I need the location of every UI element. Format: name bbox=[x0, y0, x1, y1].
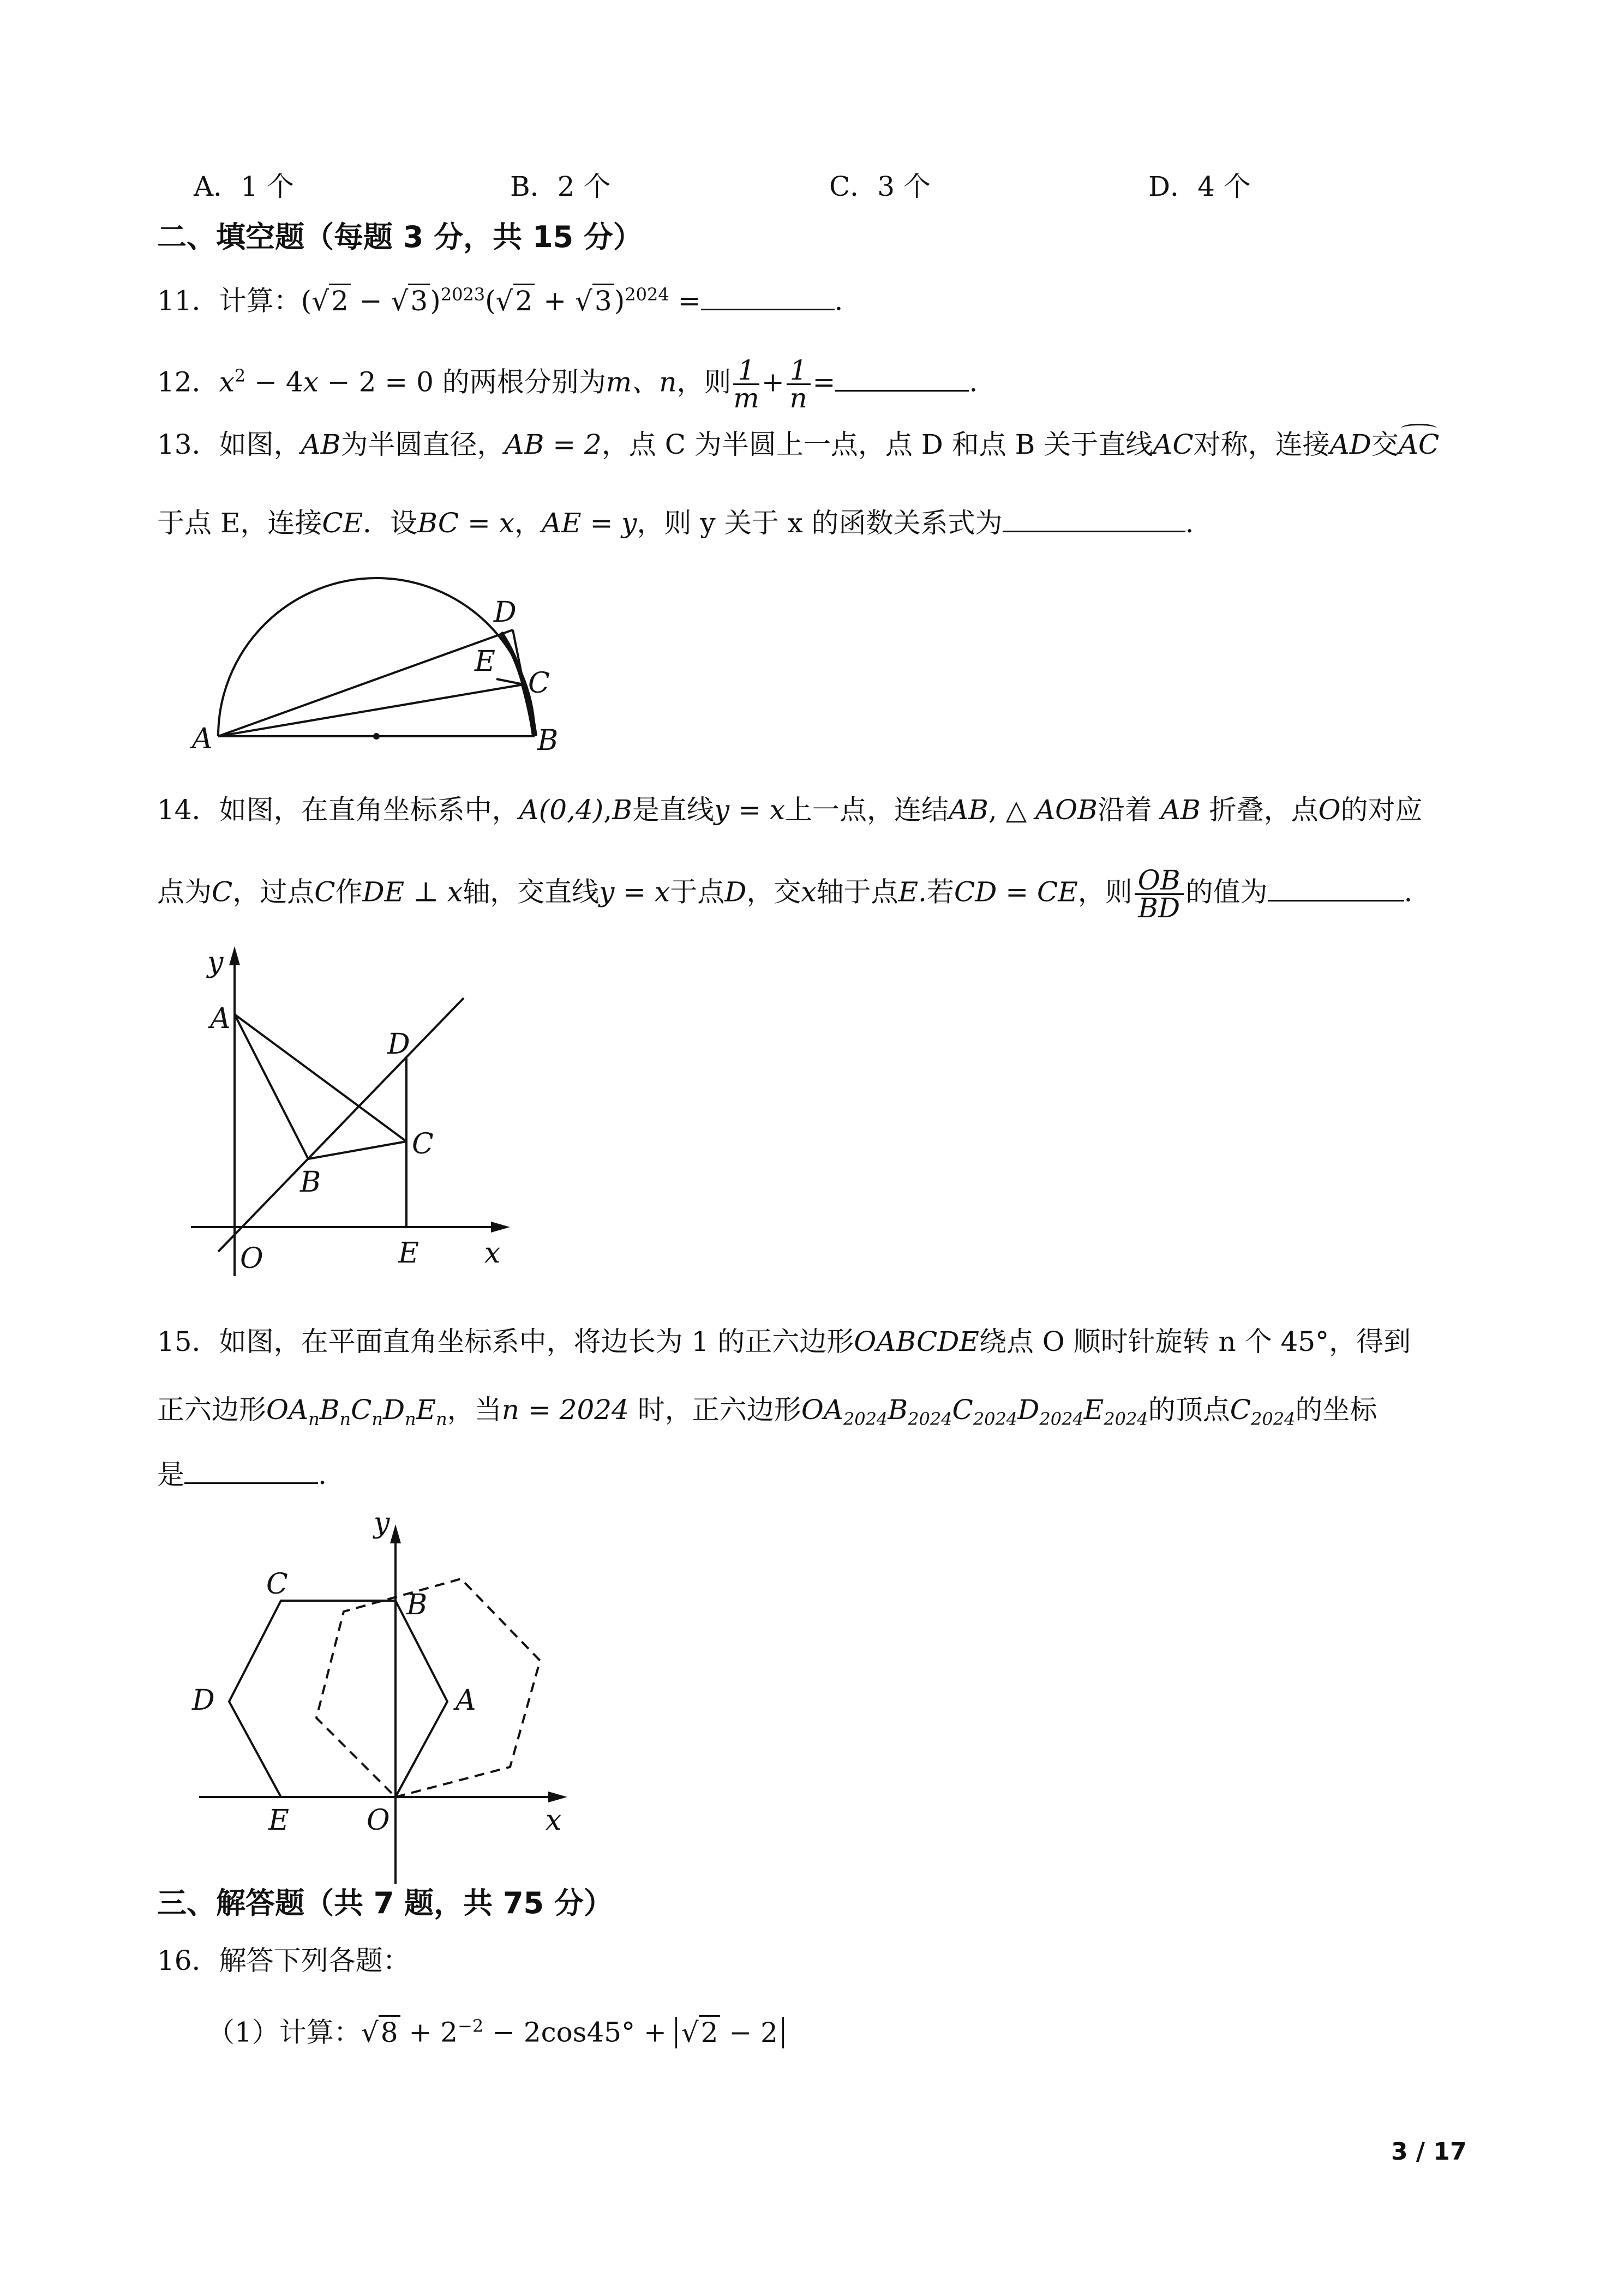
q14-yx2: y = x bbox=[599, 876, 670, 908]
q14-d: D bbox=[724, 876, 747, 908]
q12-then: ，则 bbox=[676, 366, 732, 398]
question-11: 11．计算：$(√2 - √3)^{2023}(√2 + √3)^{2024}$ = . bbox=[157, 278, 843, 317]
q12-text: = 0 的两根分别为 bbox=[385, 366, 606, 398]
q16-sub1: （1）计算： bbox=[207, 2016, 361, 2048]
question-12: 12．$x^2 - 4x - 2 = 0$ 的两根分别为m、n，则 $\frac{1}{m}$ + $\frac{1}{n}$ = . bbox=[157, 354, 978, 414]
question-14-line-1: 14．如图，在直角坐标系中，A(0,4),B是直线y = x上一点，连结AB, △ AOB沿着 AB 折叠，点O的对应 bbox=[157, 794, 1423, 826]
q16-text: 解答下列各题： bbox=[219, 1945, 410, 1976]
q15-text-f: 的顶点 bbox=[1148, 1394, 1230, 1426]
option-c: C．3 个 bbox=[829, 171, 931, 202]
q14-text-a: 14．如图，在直角坐标系中， bbox=[157, 794, 519, 826]
label-b: B bbox=[406, 1589, 428, 1621]
q14-c: C bbox=[212, 876, 233, 908]
q13-text-i: ，则 y 关于 x 的函数关系式为 bbox=[637, 507, 1003, 539]
label-y: y bbox=[207, 946, 224, 979]
q14-text-l: ，交 bbox=[746, 876, 801, 908]
q13-text-c: ，点 C 为半圆上一点，点 D 和点 B 关于直线 bbox=[601, 429, 1153, 460]
q14-text-d: 沿着 bbox=[1097, 794, 1161, 826]
q14-a04: A(0,4) bbox=[519, 794, 604, 826]
q13-ce: CE bbox=[322, 507, 363, 539]
q14-text-g: 点为 bbox=[157, 876, 212, 908]
q13-bc-x: BC = x bbox=[417, 507, 514, 539]
q14-text-f: 的对应 bbox=[1340, 794, 1423, 826]
q14-text-c: 上一点，连结 bbox=[785, 794, 949, 826]
q14-text-o: ，则 bbox=[1077, 876, 1132, 908]
answer-blank-13[interactable] bbox=[1003, 504, 1185, 532]
question-16-part-1: （1）计算：$√8 + 2^{-2} - 2\cos 45^\circ + √2 - 2$ bbox=[207, 2010, 784, 2049]
q14-text-k: 于点 bbox=[670, 876, 725, 908]
q14-text-m: 轴于点 bbox=[816, 876, 898, 908]
question-16 bbox=[157, 1944, 410, 1977]
q14-text-i: 作 bbox=[335, 876, 363, 908]
label-o: O bbox=[240, 1242, 263, 1275]
q15-text-c: 正六边形 bbox=[157, 1394, 266, 1426]
option-a: A．1 个 bbox=[194, 171, 294, 202]
question-15-line-1 bbox=[157, 1325, 1411, 1358]
option-d: D．4 个 bbox=[1148, 171, 1251, 202]
q13-arc-ac: AC bbox=[1398, 429, 1440, 460]
q13-ab: AB bbox=[301, 429, 341, 460]
q14-yx: y = x bbox=[714, 794, 786, 826]
answer-blank-15[interactable] bbox=[184, 1456, 318, 1484]
q14-text-n: 若 bbox=[926, 876, 954, 908]
label-a: A bbox=[210, 1002, 231, 1035]
label-c: C bbox=[412, 1128, 434, 1161]
section-heading-solutions: 三、解答题（共 7 题，共 75 分） bbox=[157, 1886, 613, 1920]
q13-ae-y: AE = y bbox=[541, 507, 637, 539]
q16-exp: −2 bbox=[458, 2016, 484, 2036]
q15-text-d: ，当 bbox=[447, 1394, 502, 1426]
q13-ad: AD bbox=[1329, 429, 1371, 460]
q11-exp2: 2024 bbox=[625, 284, 669, 305]
q14-text-e: 折叠，点 bbox=[1200, 794, 1319, 826]
label-e: E bbox=[475, 645, 495, 678]
q14-de: DE ⊥ x bbox=[362, 876, 463, 908]
option-b: B．2 个 bbox=[510, 171, 611, 202]
q13-text-d: 对称，连接 bbox=[1193, 429, 1330, 460]
q14-c2: C bbox=[314, 876, 335, 908]
q14-tri: , △ bbox=[988, 794, 1036, 826]
q15-text-h: 是 bbox=[157, 1459, 184, 1490]
label-c: C bbox=[266, 1568, 288, 1601]
label-a: A bbox=[456, 1684, 476, 1717]
label-e: E bbox=[268, 1804, 289, 1837]
label-b: B bbox=[537, 724, 559, 757]
q11-equals: = bbox=[678, 285, 701, 317]
q14-text-b: 是直线 bbox=[632, 794, 714, 826]
question-15-line-3: 是 . bbox=[157, 1456, 327, 1491]
label-a: A bbox=[192, 723, 213, 755]
q14-bd: BD bbox=[1138, 892, 1180, 924]
q13-ac: AC bbox=[1153, 429, 1194, 460]
q12-equals: = bbox=[812, 366, 836, 398]
q14-o: O bbox=[1318, 794, 1341, 826]
q14-b: B bbox=[612, 794, 632, 826]
q11-prefix: 计算： bbox=[219, 285, 301, 317]
q11-exp1: 2023 bbox=[440, 284, 486, 305]
q16-number: 16． bbox=[157, 1945, 219, 1976]
section-heading-fill-in: 二、填空题（每题 3 分，共 15 分） bbox=[157, 220, 643, 254]
q12-mn: m、n bbox=[606, 366, 677, 398]
q13-text-h: ， bbox=[514, 507, 542, 539]
q13-text-a: 13．如图， bbox=[157, 429, 301, 460]
q14-ob: OB bbox=[1135, 867, 1184, 895]
question-13-line-2: 于点 E，连接CE．设BC = x，AE = y，则 y 关于 x 的函数关系式为 . bbox=[157, 504, 1194, 539]
q13-text-b: 为半圆直径， bbox=[340, 429, 505, 460]
q11-number: 11． bbox=[157, 285, 219, 317]
q14-cdce: CD = CE bbox=[954, 876, 1078, 908]
q14-x: x bbox=[801, 876, 817, 908]
label-x: x bbox=[484, 1237, 501, 1270]
label-x: x bbox=[546, 1804, 562, 1837]
q14-text-h: ，过点 bbox=[232, 876, 315, 908]
q14-ab: AB bbox=[949, 794, 988, 826]
question-15-line-2: 正六边形$OA_nB_nC_nD_nE_n$，当n = 2024 时，正六边形$OA_{2024}B_{2024}C_{2024}D_{2024}E_{2024}$的顶点$C_{2024}$的坐标 bbox=[157, 1394, 1377, 1429]
q15-text-e: 时，正六边形 bbox=[628, 1394, 801, 1426]
answer-blank-12[interactable] bbox=[835, 364, 969, 392]
q14-e: E. bbox=[898, 876, 927, 908]
q14-aob: AOB bbox=[1035, 794, 1098, 826]
answer-blank-11[interactable] bbox=[701, 283, 835, 310]
label-e: E bbox=[398, 1237, 419, 1270]
answer-blank-14[interactable] bbox=[1268, 874, 1404, 901]
label-d: D bbox=[387, 1028, 410, 1061]
q14-text-j: 轴，交直线 bbox=[463, 876, 600, 908]
q15-hex: OABCDE bbox=[854, 1326, 979, 1357]
q15-n: n = 2024 bbox=[501, 1394, 629, 1426]
label-b: B bbox=[300, 1166, 321, 1199]
q14-text-p: 的值为 bbox=[1185, 876, 1268, 908]
label-o: O bbox=[367, 1804, 390, 1837]
coordinate-fold-figure bbox=[180, 938, 529, 1293]
hexagon-rotation-figure bbox=[185, 1505, 589, 1860]
q16-cos: − 2cos45° + bbox=[492, 2016, 667, 2048]
q13-text-e: 交 bbox=[1371, 429, 1399, 460]
page-number: 3 / 17 bbox=[1391, 2138, 1467, 2166]
question-13-line-1 bbox=[157, 428, 1439, 461]
q15-text-g: 的坐标 bbox=[1295, 1394, 1377, 1426]
q13-ab-eq: AB = 2 bbox=[504, 429, 602, 460]
label-d: D bbox=[494, 596, 517, 629]
q14-ab2: AB bbox=[1160, 794, 1201, 826]
label-c: C bbox=[528, 667, 550, 700]
q13-text-g: ．设 bbox=[363, 507, 418, 539]
question-14-line-2: 点为C，过点C作DE ⊥ x轴，交直线y = x于点D，交x轴于点E.若CD = CE，则 $\frac{OB}{BD}$ 的值为 . bbox=[157, 864, 1413, 924]
label-y: y bbox=[374, 1507, 390, 1540]
q12-number: 12． bbox=[157, 366, 219, 398]
q15-text-a: 15．如图，在平面直角坐标系中，将边长为 1 的正六边形 bbox=[157, 1326, 854, 1357]
q13-text-f: 于点 E，连接 bbox=[157, 507, 322, 539]
q15-text-b: 绕点 O 顺时针旋转 n 个 45°，得到 bbox=[979, 1326, 1411, 1357]
label-d: D bbox=[192, 1684, 215, 1717]
semicircle-figure bbox=[192, 567, 578, 758]
